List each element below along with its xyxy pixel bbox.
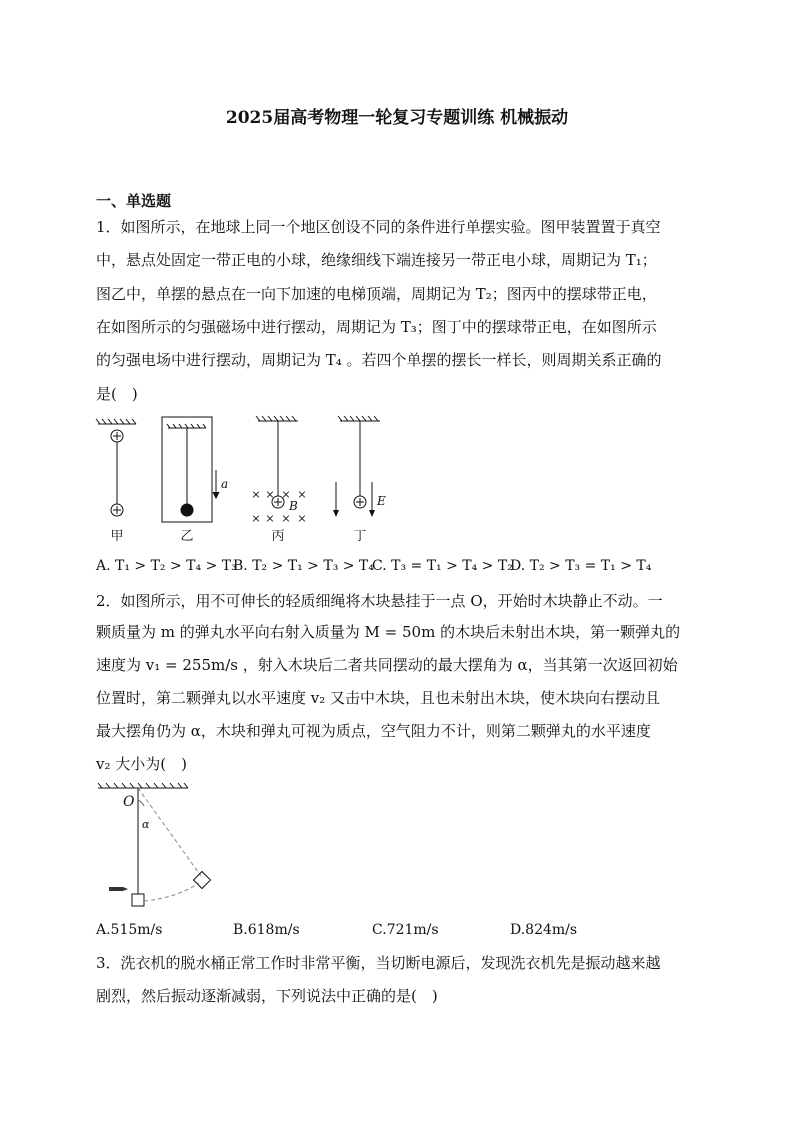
- svg-text:×: ×: [251, 488, 261, 501]
- fig-label-bing: 丙: [271, 529, 285, 544]
- q1-option-a[interactable]: A. T₁ > T₂ > T₄ > T₃: [96, 558, 237, 574]
- wood-block: [132, 894, 144, 906]
- q3-line: 3．洗衣机的脱水桶正常工作时非常平衡，当切断电源后，发现洗衣机先是振动越来越: [96, 954, 661, 972]
- q1-line: 的匀强电场中进行摆动，周期记为 T₄ 。若四个单摆的摆长一样长，则周期关系正确的: [96, 351, 662, 369]
- q1-option-b[interactable]: B. T₂ > T₁ > T₃ > T₄: [233, 558, 374, 574]
- svg-text:×: ×: [297, 488, 307, 501]
- field-b-label: B: [289, 499, 298, 513]
- q2-option-b[interactable]: B.618m/s: [233, 922, 300, 938]
- svg-text:×: ×: [251, 512, 261, 525]
- q2-line: 颗质量为 m 的弹丸水平向右射入质量为 M = 50m 的木块后未射出木块，第一颗弹丸的: [96, 623, 681, 641]
- q2-line: 最大摆角仍为 α，木块和弹丸可视为质点，空气阻力不计，则第二颗弹丸的水平速度: [96, 722, 651, 740]
- magnetic-field-crosses: [251, 488, 306, 525]
- q1-figure: [90, 412, 390, 552]
- q1-line: 是( ): [96, 385, 138, 403]
- svg-text:×: ×: [265, 512, 275, 525]
- field-e-label: E: [377, 494, 386, 508]
- fig-label-ding: 丁: [353, 529, 367, 544]
- q1-option-d[interactable]: D. T₂ > T₃ = T₁ > T₄: [510, 558, 652, 574]
- pendulum-jia: [96, 419, 136, 516]
- q2-option-d[interactable]: D.824m/s: [510, 922, 578, 938]
- pendulum-ding: [336, 416, 380, 516]
- q2-line: 速度为 v₁ = 255m/s ，射入木块后二者共同摆动的最大摆角为 α，当其第一次返回初始: [96, 656, 678, 674]
- page-title: 2025届高考物理一轮复习专题训练 机械振动: [225, 108, 569, 128]
- q3-line: 剧烈，然后振动逐渐减弱，下列说法中正确的是( ): [96, 987, 438, 1005]
- q2-line: 位置时，第二颗弹丸以水平速度 v₂ 又击中木块，且也未射出木块，使木块向右摆动且: [96, 689, 661, 707]
- pendulum-yi: [162, 417, 219, 522]
- svg-text:×: ×: [281, 488, 291, 501]
- q2-line: 2．如图所示，用不可伸长的轻质细绳将木块悬挂于一点 O，开始时木块静止不动。一: [96, 592, 663, 610]
- q1-line: 中，悬点处固定一带正电的小球，绝缘细线下端连接另一带正电小球，周期记为 T₁；: [96, 251, 657, 269]
- svg-text:×: ×: [265, 488, 275, 501]
- svg-text:×: ×: [297, 512, 307, 525]
- svg-text:×: ×: [281, 512, 291, 525]
- angle-alpha-label: α: [142, 818, 150, 831]
- q2-line: v₂ 大小为( ): [96, 755, 187, 773]
- accel-label: a: [221, 477, 229, 491]
- bullet-icon: [109, 887, 128, 891]
- fig-label-yi: 乙: [180, 529, 194, 544]
- q2-figure: [96, 780, 226, 915]
- fig-label-jia: 甲: [110, 529, 124, 544]
- q1-line: 在如图所示的匀强磁场中进行摆动，周期记为 T₃；图丁中的摆球带正电，在如图所示: [96, 318, 657, 336]
- q2-option-c[interactable]: C.721m/s: [372, 922, 439, 938]
- q1-line: 1．如图所示，在地球上同一个地区创设不同的条件进行单摆实验。图甲装置置于真空: [96, 218, 661, 236]
- q1-option-c[interactable]: C. T₃ = T₁ > T₄ > T₂: [372, 558, 513, 574]
- q1-line: 图乙中，单摆的悬点在一向下加速的电梯顶端，周期记为 T₂；图丙中的摆球带正电，: [96, 285, 657, 303]
- point-o-label: O: [123, 794, 135, 810]
- section-heading: 一、单选题: [96, 192, 172, 210]
- pendulum-bing: [256, 416, 298, 508]
- q2-option-a[interactable]: A.515m/s: [96, 922, 163, 938]
